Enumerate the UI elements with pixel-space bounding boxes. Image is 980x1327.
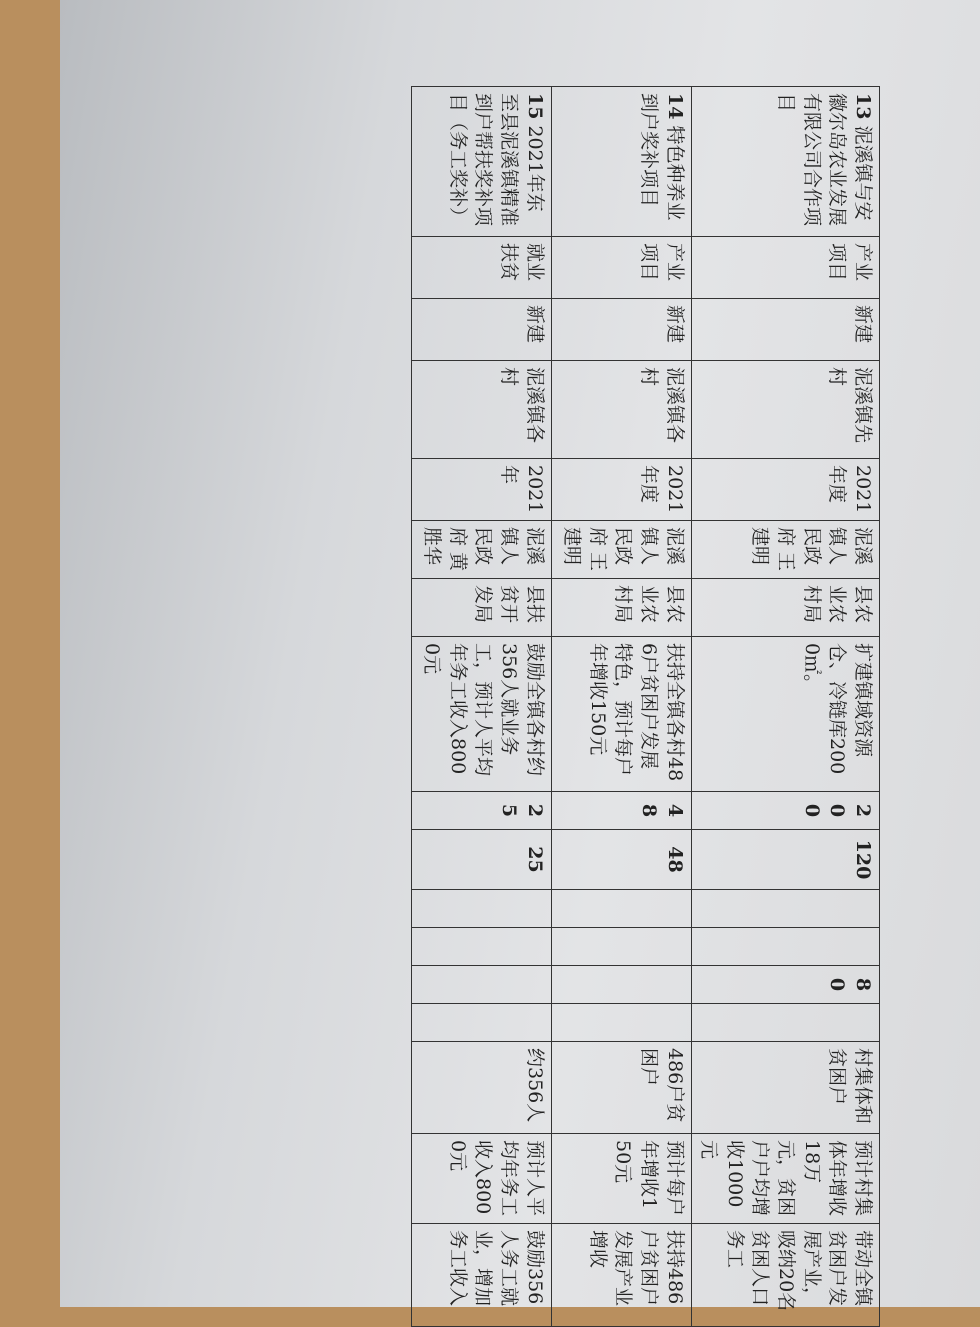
owner-cell: 泥溪镇人民政府 王建明 bbox=[691, 521, 879, 579]
beneficiaries-cell: 486户贫困户 bbox=[551, 1042, 691, 1134]
fund-e-cell bbox=[411, 1004, 551, 1042]
project-type-cell: 产业项目 bbox=[691, 237, 879, 299]
department-cell: 县扶贫开发局 bbox=[411, 579, 551, 637]
mechanism-cell: 鼓励356人务工就业，增加务工收入 bbox=[411, 1224, 551, 1327]
project-nature-cell: 新建 bbox=[691, 299, 879, 361]
fund-e-cell bbox=[691, 1004, 879, 1042]
year-cell: 2021年度 bbox=[691, 459, 879, 521]
fund-a-cell: 120 bbox=[691, 830, 879, 890]
fund-d-cell: 80 bbox=[691, 966, 879, 1004]
fund-e-cell bbox=[551, 1004, 691, 1042]
owner-cell: 泥溪镇人民政府 黄胜华 bbox=[411, 521, 551, 579]
project-name-cell bbox=[411, 87, 551, 237]
year-cell: 2021年度 bbox=[551, 459, 691, 521]
project-name-text: 泥溪镇与安徽尔岛农业发展有限公司合作项目 bbox=[775, 93, 874, 227]
row-number: 13 bbox=[852, 93, 874, 120]
project-type-cell: 就业扶贫 bbox=[411, 237, 551, 299]
project-name-text: 特色种养业到户奖补项目 bbox=[637, 93, 686, 221]
table-row bbox=[411, 87, 551, 1327]
year-cell: 2021年 bbox=[411, 459, 551, 521]
project-table bbox=[411, 86, 880, 1327]
content-cell: 扶持全镇各村486户贫困户发展特色，预计每户年增收150元 bbox=[551, 637, 691, 792]
content-cell: 鼓励全镇各村约356人就业务工，预计人平均年务工收入8000元 bbox=[411, 637, 551, 792]
benefit-cell: 预计村集体年增收18万元，贫困户户均增收1000元 bbox=[691, 1134, 879, 1224]
beneficiaries-cell: 村集体和贫困户 bbox=[691, 1042, 879, 1134]
mechanism-cell: 带动全镇贫困户发展产业，吸纳20名贫困人口务工 bbox=[691, 1224, 879, 1327]
project-nature-cell: 新建 bbox=[411, 299, 551, 361]
project-nature-cell: 新建 bbox=[551, 299, 691, 361]
fund-c-cell bbox=[411, 928, 551, 966]
beneficiaries-cell: 约356人 bbox=[411, 1042, 551, 1134]
total-fund-cell: 48 bbox=[551, 792, 691, 830]
fund-d-cell bbox=[551, 966, 691, 1004]
department-cell: 县农业农村局 bbox=[551, 579, 691, 637]
department-cell: 县农业农村局 bbox=[691, 579, 879, 637]
rotated-table-wrapper bbox=[420, 86, 880, 1312]
total-fund-cell: 200 bbox=[691, 792, 879, 830]
fund-b-cell bbox=[551, 890, 691, 928]
location-cell: 泥溪镇先村 bbox=[691, 361, 879, 459]
project-name-text: 2021年东至县泥溪镇精准到户帮扶奖补项目（务工奖补） bbox=[446, 93, 546, 227]
total-fund-cell: 25 bbox=[411, 792, 551, 830]
fund-d-cell bbox=[411, 966, 551, 1004]
mechanism-cell: 扶持486户贫困户发展产业增收 bbox=[551, 1224, 691, 1327]
content-cell: 扩建镇域资源仓、冷链库2000㎡。 bbox=[691, 637, 879, 792]
fund-c-cell bbox=[691, 928, 879, 966]
fund-a-cell: 48 bbox=[551, 830, 691, 890]
fund-b-cell bbox=[691, 890, 879, 928]
row-number: 15 bbox=[523, 93, 546, 120]
benefit-cell: 预计每户年增收150元 bbox=[551, 1134, 691, 1224]
row-number: 14 bbox=[663, 93, 686, 120]
project-type-cell: 产业项目 bbox=[551, 237, 691, 299]
table-row bbox=[551, 87, 691, 1327]
fund-a-cell: 25 bbox=[411, 830, 551, 890]
fund-c-cell bbox=[551, 928, 691, 966]
location-cell: 泥溪镇各村 bbox=[411, 361, 551, 459]
location-cell: 泥溪镇各村 bbox=[551, 361, 691, 459]
fund-b-cell bbox=[411, 890, 551, 928]
table-row bbox=[691, 87, 879, 1327]
benefit-cell: 预计人平均年务工收入8000元 bbox=[411, 1134, 551, 1224]
owner-cell: 泥溪镇人民政府 王建明 bbox=[551, 521, 691, 579]
project-name-cell bbox=[691, 87, 879, 237]
project-name-cell bbox=[551, 87, 691, 237]
